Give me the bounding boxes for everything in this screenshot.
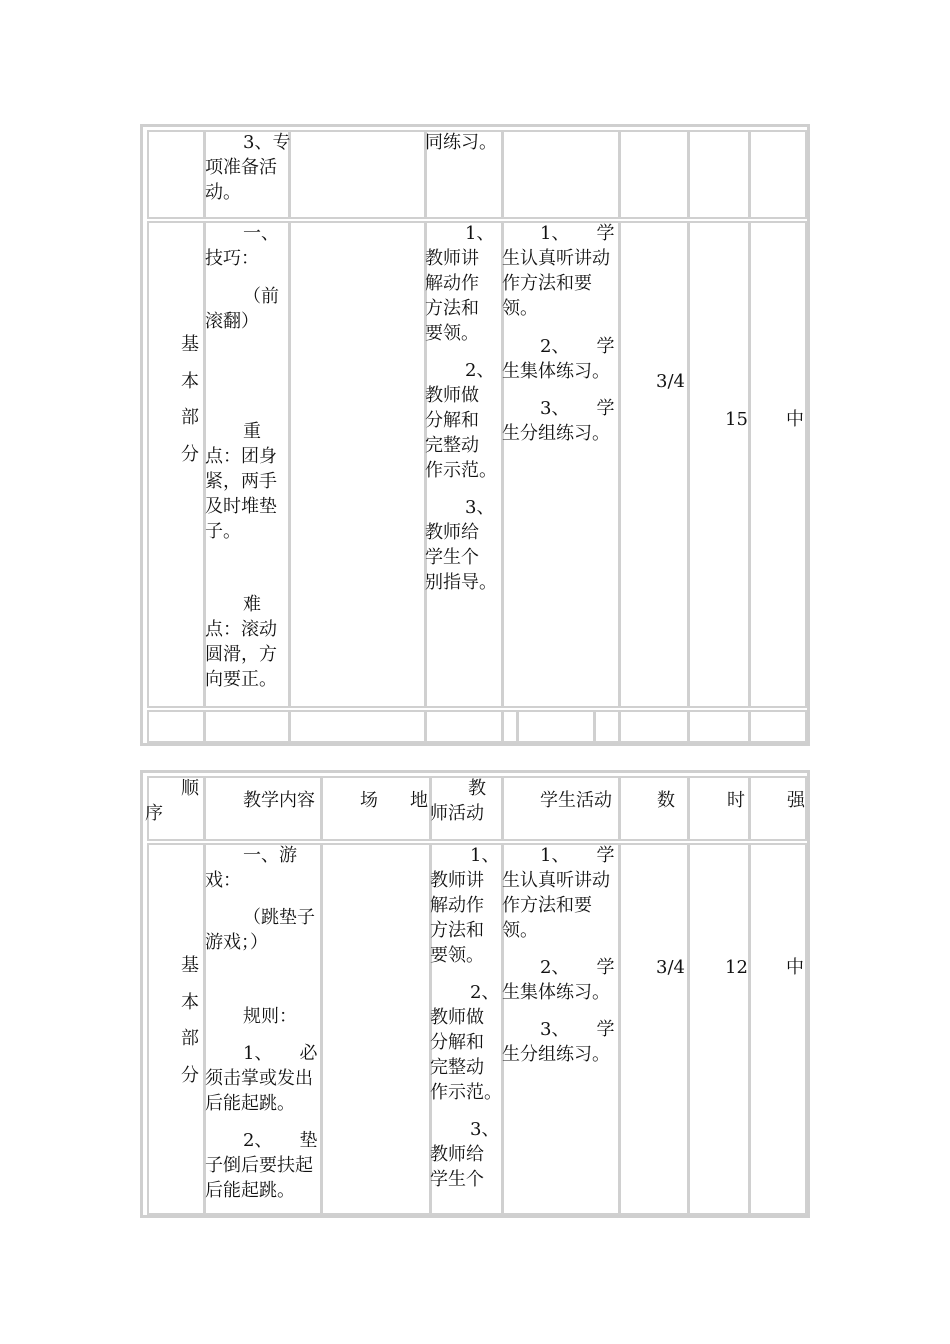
t1-content-line: 圆滑，方 — [205, 644, 277, 665]
t2-teacher-line: 教师给 — [430, 1144, 484, 1165]
t2-section-char: 部 — [181, 1028, 199, 1049]
t2-header-intensity: 强 — [787, 790, 805, 811]
t1-content-line: 紧，两手 — [205, 471, 277, 492]
t1-r3-cell-2 — [204, 710, 290, 743]
t1-content-line: 重 — [243, 421, 261, 442]
t2-teacher-line: 3、 — [470, 1119, 500, 1140]
t1-r1-venue-cell — [289, 130, 426, 219]
t1-content-line: 点：团身 — [205, 446, 277, 467]
t2-r1-venue-cell — [321, 843, 431, 1215]
t2-teacher-line: 1、 — [470, 845, 500, 866]
t1-teacher-line: 别指导。 — [425, 572, 497, 593]
t1-count-value: 3/4 — [656, 371, 685, 392]
t1-content-line: 及时堆垫 — [205, 496, 277, 517]
t1-student-line: 2、 学 — [540, 336, 615, 357]
t1-teacher-line: 学生个 — [425, 547, 479, 568]
t1-student-line: 生集体练习。 — [502, 361, 610, 382]
t1-teacher-line: 要领。 — [425, 323, 479, 344]
t2-section-char: 分 — [181, 1065, 199, 1086]
t2-student-line: 生集体练习。 — [502, 982, 610, 1003]
t1-student-line: 生认真听讲动 — [502, 248, 610, 269]
t1-content-line: 技巧： — [205, 248, 259, 269]
t2-header-content: 教学内容 — [243, 790, 315, 811]
t2-content-line: 2、 垫 — [243, 1130, 318, 1151]
t1-student-line: 领。 — [502, 298, 538, 319]
t2-header-student: 学生活动 — [540, 790, 612, 811]
t1-r2-intensity-cell — [749, 221, 807, 708]
t1-r1-content-line: 动。 — [205, 182, 241, 203]
t2-header-venue: 场 — [360, 790, 378, 811]
t1-student-line: 3、 学 — [540, 398, 615, 419]
t1-teacher-line: 方法和 — [425, 298, 479, 319]
t2-content-line: 规则： — [243, 1006, 297, 1027]
t1-r3-cell-5a — [502, 710, 518, 743]
t1-content-line: 向要正。 — [205, 669, 277, 690]
t1-r3-cell-6 — [619, 710, 689, 743]
t2-teacher-line: 分解和 — [430, 1032, 484, 1053]
t2-teacher-line: 教师做 — [430, 1007, 484, 1028]
t2-header-order: 顺 — [181, 778, 199, 799]
t1-r1-count-cell — [619, 130, 689, 219]
t1-r3-cell-5c — [594, 710, 620, 743]
t2-content-line: 后能起跳。 — [205, 1180, 295, 1201]
t1-content-line: 一、 — [243, 223, 279, 244]
t1-content-line: 点：滚动 — [205, 619, 277, 640]
t2-teacher-line: 完整动 — [430, 1057, 484, 1078]
t1-content-line: 子。 — [205, 521, 241, 542]
t2-teacher-line: 2、 — [470, 982, 500, 1003]
t1-section-char: 分 — [181, 444, 199, 465]
t1-student-line: 1、 学 — [540, 223, 615, 244]
t1-teacher-line: 教师讲 — [425, 248, 479, 269]
t1-time-value: 15 — [725, 409, 748, 430]
t2-count-value: 3/4 — [656, 957, 685, 978]
t2-student-line: 3、 学 — [540, 1019, 615, 1040]
t1-r2-count-cell — [619, 221, 689, 708]
t2-header-teacher: 教 — [468, 778, 486, 799]
t1-r3-cell-3 — [289, 710, 426, 743]
t2-section-char: 基 — [181, 955, 199, 976]
t1-r1-student-cell — [502, 130, 620, 219]
t2-content-line: 须击掌或发出 — [205, 1068, 313, 1089]
t2-teacher-line: 要领。 — [430, 945, 484, 966]
t1-intensity-value: 中 — [786, 409, 804, 430]
t2-content-line: 后能起跳。 — [205, 1093, 295, 1114]
t2-header-order: 序 — [145, 803, 163, 824]
t2-header-teacher: 师活动 — [430, 803, 484, 824]
t1-r1-section-cell — [147, 130, 205, 219]
t1-content-line: 难 — [243, 594, 261, 615]
t1-r1-time-cell — [688, 130, 750, 219]
t1-r3-cell-5b — [517, 710, 595, 743]
t1-r1-intensity-cell — [749, 130, 807, 219]
t1-section-char: 基 — [181, 334, 199, 355]
t1-teacher-line: 作示范。 — [425, 460, 497, 481]
t2-student-line: 生认真听讲动 — [502, 870, 610, 891]
t1-teacher-line: 2、 — [465, 360, 495, 381]
t1-content-line: 滚翻） — [205, 311, 259, 332]
t2-header-time: 时 — [727, 790, 745, 811]
t1-teacher-line: 解动作 — [425, 273, 479, 294]
t2-content-line: （跳垫子 — [243, 907, 315, 928]
t1-r3-cell-7 — [688, 710, 750, 743]
t2-student-line: 领。 — [502, 920, 538, 941]
t2-r1-time-cell — [688, 843, 750, 1215]
t2-header-count: 数 — [657, 790, 675, 811]
t2-header-venue: 地 — [410, 790, 428, 811]
t2-content-line: 子倒后要扶起 — [205, 1155, 313, 1176]
t1-r2-time-cell — [688, 221, 750, 708]
t2-student-line: 作方法和要 — [502, 895, 592, 916]
t1-r1-content-line: 项准备活 — [205, 157, 277, 178]
t1-teacher-line: 分解和 — [425, 410, 479, 431]
t2-teacher-line: 教师讲 — [430, 870, 484, 891]
t2-student-line: 1、 学 — [540, 845, 615, 866]
t2-student-line: 生分组练习。 — [502, 1044, 610, 1065]
t1-student-line: 生分组练习。 — [502, 423, 610, 444]
t2-teacher-line: 方法和 — [430, 920, 484, 941]
t1-teacher-line: 1、 — [465, 223, 495, 244]
t1-teacher-line: 教师做 — [425, 385, 479, 406]
t2-content-line: 游戏；） — [205, 932, 268, 953]
t2-time-value: 12 — [725, 957, 748, 978]
t1-r2-venue-cell — [289, 221, 426, 708]
t2-teacher-line: 作示范。 — [430, 1082, 502, 1103]
t1-r3-cell-8 — [749, 710, 807, 743]
t2-content-line: 戏： — [205, 870, 241, 891]
t2-content-line: 1、 必 — [243, 1043, 318, 1064]
t2-intensity-value: 中 — [786, 957, 804, 978]
t1-r3-cell-1 — [147, 710, 205, 743]
t1-r1-teacher-line: 同练习。 — [425, 132, 497, 153]
t1-section-char: 本 — [181, 371, 199, 392]
t1-student-line: 作方法和要 — [502, 273, 592, 294]
t1-section-char: 部 — [181, 407, 199, 428]
t1-content-line: （前 — [243, 286, 279, 307]
t1-r3-cell-4 — [425, 710, 503, 743]
t2-student-line: 2、 学 — [540, 957, 615, 978]
t1-teacher-line: 教师给 — [425, 522, 479, 543]
t2-teacher-line: 学生个 — [430, 1169, 484, 1190]
t2-teacher-line: 解动作 — [430, 895, 484, 916]
t1-teacher-line: 完整动 — [425, 435, 479, 456]
t2-header-count-cell — [619, 776, 689, 841]
t2-content-line: 一、游 — [243, 845, 297, 866]
t2-r1-intensity-cell — [749, 843, 807, 1215]
t2-r1-count-cell — [619, 843, 689, 1215]
t1-teacher-line: 3、 — [465, 497, 495, 518]
t1-r1-content-line: 3、专 — [243, 132, 291, 153]
t2-section-char: 本 — [181, 992, 199, 1013]
